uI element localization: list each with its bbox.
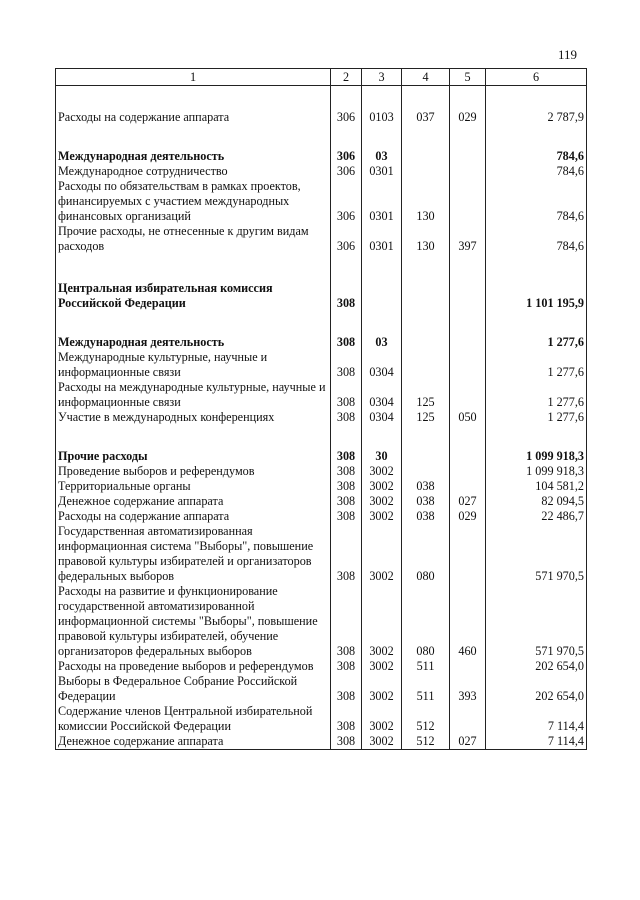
- code-cell: 306: [331, 179, 362, 224]
- code-cell: 308: [331, 335, 362, 350]
- table-row: [56, 659, 587, 674]
- code-cell: 308: [331, 734, 362, 750]
- amount-cell: 82 094,5: [486, 494, 587, 509]
- budget-table: [55, 68, 587, 750]
- row-name-cell: Международная деятельность: [56, 149, 331, 164]
- row-name-cell: Денежное содержание аппарата: [56, 734, 331, 750]
- amount-cell: 784,6: [486, 164, 587, 179]
- code-cell: [402, 449, 450, 464]
- code-cell: 512: [402, 734, 450, 750]
- empty-cell: [56, 86, 331, 111]
- row-name-cell: Международное сотрудничество: [56, 164, 331, 179]
- code-cell: 0301: [362, 164, 402, 179]
- table-row: [56, 335, 587, 350]
- code-cell: [450, 524, 486, 584]
- code-cell: [402, 335, 450, 350]
- code-cell: 3002: [362, 524, 402, 584]
- empty-cell: [331, 125, 362, 149]
- code-cell: 393: [450, 674, 486, 704]
- code-cell: [362, 281, 402, 311]
- code-cell: 308: [331, 674, 362, 704]
- code-cell: [450, 449, 486, 464]
- row-name-cell: Расходы на развитие и функционирование государственной автоматизированной информационной системы "Выборы", повышение правовой культуры избирателей, обучение организаторов федеральных выборов: [56, 584, 331, 659]
- row-name-cell: Расходы по обязательствам в рамках проектов, финансируемых с участием международных финансовых организаций: [56, 179, 331, 224]
- row-name-cell: Расходы на содержание аппарата: [56, 110, 331, 125]
- column-header: 2: [331, 69, 362, 86]
- table-row: [56, 224, 587, 254]
- code-cell: 03: [362, 149, 402, 164]
- page-number: 119: [558, 47, 578, 62]
- row-name-cell: Содержание членов Центральной избирательной комиссии Российской Федерации: [56, 704, 331, 734]
- empty-cell: [450, 254, 486, 281]
- code-cell: 397: [450, 224, 486, 254]
- code-cell: 3002: [362, 479, 402, 494]
- empty-cell: [362, 311, 402, 335]
- code-cell: 080: [402, 584, 450, 659]
- table-row: [56, 674, 587, 704]
- code-cell: 306: [331, 149, 362, 164]
- table-body: [56, 86, 587, 750]
- code-cell: 308: [331, 704, 362, 734]
- code-cell: [402, 149, 450, 164]
- amount-cell: 1 277,6: [486, 335, 587, 350]
- code-cell: 512: [402, 704, 450, 734]
- code-cell: 0304: [362, 380, 402, 410]
- code-cell: 460: [450, 584, 486, 659]
- row-name-cell: Прочие расходы, не отнесенные к другим видам расходов: [56, 224, 331, 254]
- code-cell: 130: [402, 224, 450, 254]
- code-cell: 308: [331, 509, 362, 524]
- code-cell: 125: [402, 410, 450, 425]
- table-row: [56, 494, 587, 509]
- row-name-cell: Расходы на международные культурные, научные и информационные связи: [56, 380, 331, 410]
- column-header: 6: [486, 69, 587, 86]
- row-name-cell: Международные культурные, научные и информационные связи: [56, 350, 331, 380]
- code-cell: 3002: [362, 734, 402, 750]
- empty-cell: [56, 311, 331, 335]
- code-cell: 3002: [362, 659, 402, 674]
- empty-cell: [402, 425, 450, 449]
- code-cell: [450, 335, 486, 350]
- code-cell: 308: [331, 479, 362, 494]
- code-cell: 306: [331, 224, 362, 254]
- column-header: 1: [56, 69, 331, 86]
- code-cell: 3002: [362, 674, 402, 704]
- code-cell: [450, 464, 486, 479]
- row-name-cell: Участие в международных конференциях: [56, 410, 331, 425]
- empty-cell: [450, 86, 486, 111]
- amount-cell: 571 970,5: [486, 524, 587, 584]
- amount-cell: 104 581,2: [486, 479, 587, 494]
- empty-cell: [486, 311, 587, 335]
- row-name-cell: Международная деятельность: [56, 335, 331, 350]
- code-cell: 308: [331, 350, 362, 380]
- code-cell: 3002: [362, 464, 402, 479]
- amount-cell: 202 654,0: [486, 674, 587, 704]
- empty-cell: [331, 254, 362, 281]
- empty-cell: [56, 254, 331, 281]
- row-name-cell: Выборы в Федеральное Собрание Российской Федерации: [56, 674, 331, 704]
- code-cell: 038: [402, 479, 450, 494]
- code-cell: 038: [402, 509, 450, 524]
- amount-cell: 2 787,9: [486, 110, 587, 125]
- spacer-row: [56, 86, 587, 111]
- table-row: [56, 149, 587, 164]
- column-header: 4: [402, 69, 450, 86]
- empty-cell: [362, 254, 402, 281]
- table-row: [56, 584, 587, 659]
- code-cell: 130: [402, 179, 450, 224]
- table-header-row: [56, 69, 587, 86]
- code-cell: 0301: [362, 224, 402, 254]
- code-cell: 0304: [362, 410, 402, 425]
- amount-cell: 784,6: [486, 224, 587, 254]
- amount-cell: 202 654,0: [486, 659, 587, 674]
- amount-cell: 7 114,4: [486, 734, 587, 750]
- table-row: [56, 509, 587, 524]
- amount-cell: 1 277,6: [486, 350, 587, 380]
- code-cell: 3002: [362, 704, 402, 734]
- amount-cell: 571 970,5: [486, 584, 587, 659]
- code-cell: 0304: [362, 350, 402, 380]
- amount-cell: 7 114,4: [486, 704, 587, 734]
- empty-cell: [362, 86, 402, 111]
- code-cell: [402, 281, 450, 311]
- code-cell: 038: [402, 494, 450, 509]
- amount-cell: 1 277,6: [486, 410, 587, 425]
- empty-cell: [450, 125, 486, 149]
- code-cell: 308: [331, 281, 362, 311]
- table-row: [56, 281, 587, 311]
- table-row: [56, 704, 587, 734]
- empty-cell: [402, 254, 450, 281]
- code-cell: 029: [450, 110, 486, 125]
- table-row: [56, 380, 587, 410]
- code-cell: [402, 350, 450, 380]
- code-cell: 306: [331, 110, 362, 125]
- amount-cell: 22 486,7: [486, 509, 587, 524]
- code-cell: 027: [450, 734, 486, 750]
- row-name-cell: Государственная автоматизированная информационная система "Выборы", повышение правовой культуры избирателей и организаторов федеральных выборов: [56, 524, 331, 584]
- spacer-row: [56, 125, 587, 149]
- code-cell: 125: [402, 380, 450, 410]
- code-cell: 029: [450, 509, 486, 524]
- row-name-cell: Территориальные органы: [56, 479, 331, 494]
- column-header: 3: [362, 69, 402, 86]
- empty-cell: [486, 254, 587, 281]
- table-row: [56, 449, 587, 464]
- empty-cell: [450, 425, 486, 449]
- code-cell: 0103: [362, 110, 402, 125]
- empty-cell: [331, 425, 362, 449]
- table-row: [56, 464, 587, 479]
- code-cell: 308: [331, 659, 362, 674]
- row-name-cell: Расходы на проведение выборов и референдумов: [56, 659, 331, 674]
- table-row: [56, 179, 587, 224]
- table-row: [56, 410, 587, 425]
- empty-cell: [331, 86, 362, 111]
- code-cell: [450, 164, 486, 179]
- empty-cell: [402, 311, 450, 335]
- row-name-cell: Прочие расходы: [56, 449, 331, 464]
- code-cell: 03: [362, 335, 402, 350]
- empty-cell: [486, 125, 587, 149]
- code-cell: 308: [331, 494, 362, 509]
- code-cell: 3002: [362, 509, 402, 524]
- code-cell: [450, 380, 486, 410]
- code-cell: 511: [402, 674, 450, 704]
- empty-cell: [486, 425, 587, 449]
- code-cell: 30: [362, 449, 402, 464]
- amount-cell: 1 099 918,3: [486, 449, 587, 464]
- code-cell: [402, 164, 450, 179]
- code-cell: 308: [331, 410, 362, 425]
- table-row: [56, 110, 587, 125]
- code-cell: [402, 464, 450, 479]
- code-cell: [450, 659, 486, 674]
- code-cell: 308: [331, 524, 362, 584]
- code-cell: 3002: [362, 584, 402, 659]
- code-cell: 308: [331, 380, 362, 410]
- empty-cell: [331, 311, 362, 335]
- code-cell: [450, 704, 486, 734]
- row-name-cell: Расходы на содержание аппарата: [56, 509, 331, 524]
- code-cell: 0301: [362, 179, 402, 224]
- table-row: [56, 164, 587, 179]
- code-cell: 308: [331, 464, 362, 479]
- table-row: [56, 350, 587, 380]
- code-cell: 080: [402, 524, 450, 584]
- row-name-cell: Проведение выборов и референдумов: [56, 464, 331, 479]
- empty-cell: [450, 311, 486, 335]
- code-cell: 306: [331, 164, 362, 179]
- code-cell: 050: [450, 410, 486, 425]
- code-cell: [450, 281, 486, 311]
- empty-cell: [56, 425, 331, 449]
- code-cell: [450, 479, 486, 494]
- code-cell: 511: [402, 659, 450, 674]
- table-row: [56, 734, 587, 750]
- code-cell: 037: [402, 110, 450, 125]
- row-name-cell: Денежное содержание аппарата: [56, 494, 331, 509]
- spacer-row: [56, 311, 587, 335]
- code-cell: 308: [331, 584, 362, 659]
- empty-cell: [56, 125, 331, 149]
- amount-cell: 784,6: [486, 179, 587, 224]
- empty-cell: [486, 86, 587, 111]
- amount-cell: 1 277,6: [486, 380, 587, 410]
- amount-cell: 1 099 918,3: [486, 464, 587, 479]
- empty-cell: [402, 125, 450, 149]
- code-cell: 308: [331, 449, 362, 464]
- spacer-row: [56, 425, 587, 449]
- table-row: [56, 479, 587, 494]
- table-row: [56, 524, 587, 584]
- spacer-row: [56, 254, 587, 281]
- column-header: 5: [450, 69, 486, 86]
- row-name-cell: Центральная избирательная комиссия Российской Федерации: [56, 281, 331, 311]
- empty-cell: [402, 86, 450, 111]
- amount-cell: 784,6: [486, 149, 587, 164]
- empty-cell: [362, 125, 402, 149]
- code-cell: 3002: [362, 494, 402, 509]
- amount-cell: 1 101 195,9: [486, 281, 587, 311]
- code-cell: [450, 179, 486, 224]
- code-cell: [450, 149, 486, 164]
- code-cell: [450, 350, 486, 380]
- code-cell: 027: [450, 494, 486, 509]
- empty-cell: [362, 425, 402, 449]
